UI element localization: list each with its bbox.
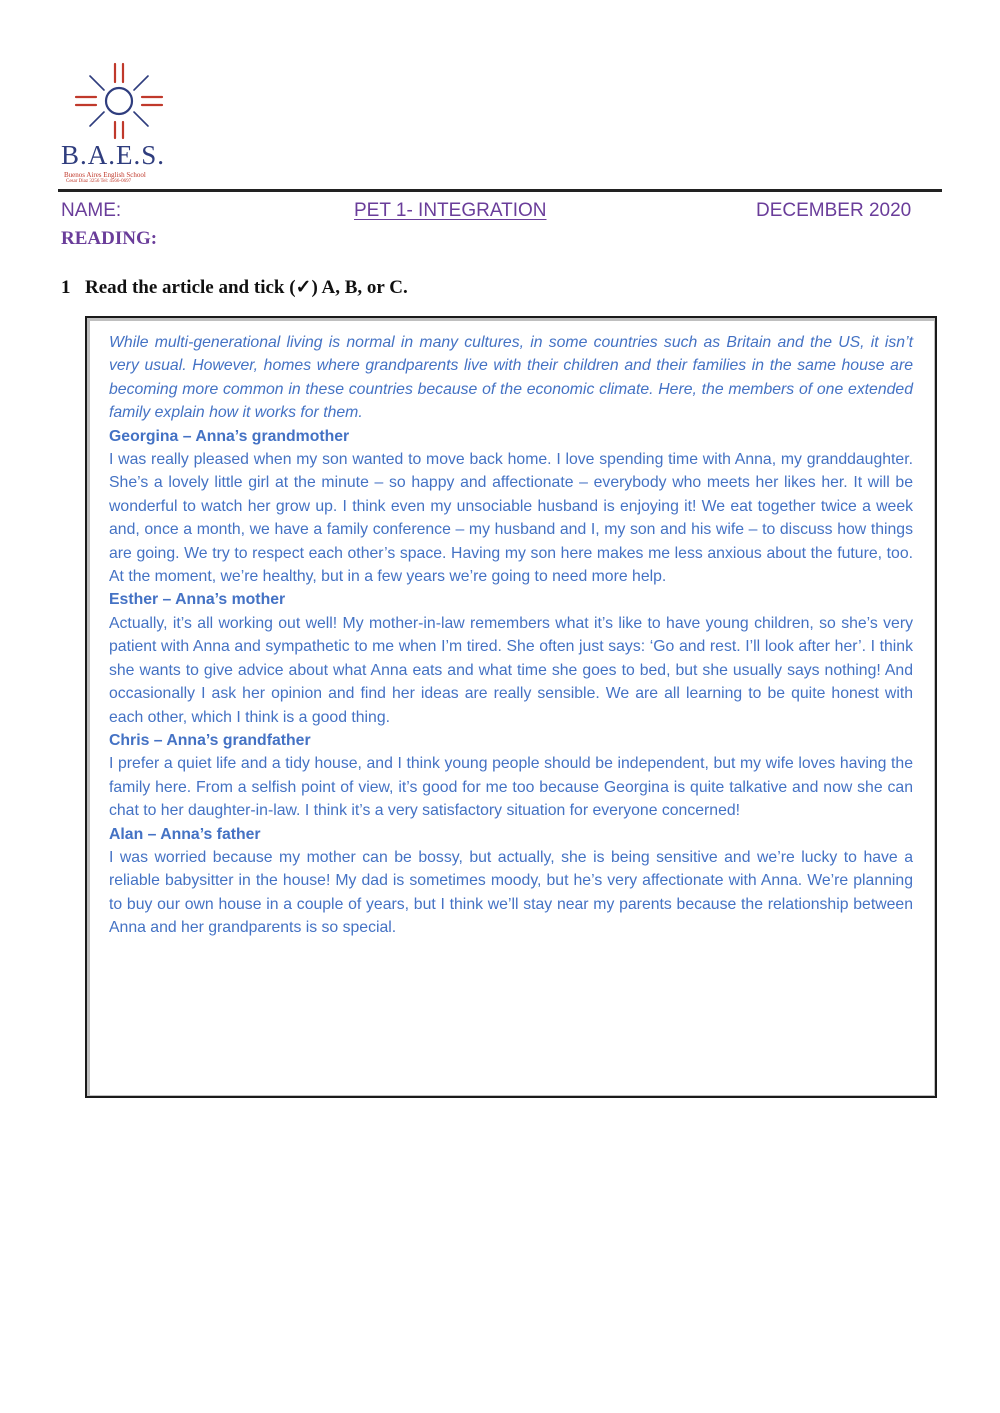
header-divider bbox=[58, 189, 942, 192]
exercise-instruction bbox=[61, 276, 408, 299]
section-text-georgina: I was really pleased when my son wanted to move back home. I love spending time with Anna, my granddaughter. She’s a lovely little girl at the minute – so happy and affectionate – everybody who meets her likes her. It will be wonderful to watch her grow up. I think even my unsociable husband is enjoying it! We eat together twice a week and, once a month, we have a family conference – my husband and I, my son and his wife – to discuss how things are going. We try to respect each other’s space. Having my son here makes me less anxious about the future, too. At the moment, we’re healthy, but in a few years we’re going to need more help. bbox=[109, 451, 913, 586]
section-text-esther: Actually, it’s all working out well! My mother-in-law remembers what it’s like to have young children, so she’s very patient with Anna and sympathetic to me when I’m tired. She often just says: ‘Go and rest. I’ll look after her’. I think she wants to give advice about what Anna eats and what time she goes to bed, but she usually says nothing! And occasionally I ask her opinion and find her ideas are really sensible. We are all learning to be quite honest with each other, which I think is a good thing. bbox=[109, 614, 913, 726]
logo-subtitle: Buenos Aires English School bbox=[64, 171, 146, 179]
section-label: READING: bbox=[61, 228, 158, 249]
school-logo bbox=[58, 60, 188, 188]
sun-logo-icon bbox=[64, 60, 174, 140]
exercise-number: 1 bbox=[61, 277, 71, 298]
name-label: NAME: bbox=[61, 200, 122, 221]
section-text-alan: I was worried because my mother can be bossy, but actually, she is being sensitive and we’re lucky to have a reliable babysitter in the house! My dad is sometimes moody, but he’s very affectionate with Anna. We’re planning to buy our own house in a couple of years, but I think we’ll stay near my parents because the relationship between Anna and her grandparents is so special. bbox=[109, 848, 913, 937]
section-heading-alan: Alan – Anna’s father bbox=[109, 825, 261, 843]
logo-address: Cesar Diaz 3256 Tel: 4566-0697 bbox=[66, 179, 132, 184]
article-box bbox=[85, 316, 937, 1098]
section-heading-chris: Chris – Anna’s grandfather bbox=[109, 731, 311, 749]
page-title: PET 1- INTEGRATION bbox=[354, 200, 547, 221]
section-text-chris: I prefer a quiet life and a tidy house, and I think young people should be independent, but my wife loves having the family here. From a selfish point of view, it’s good for me too because Georgina is quite talkative and now she can chat to her daughter-in-law. I think it’s a very satisfactory situation for everyone concerned! bbox=[109, 755, 913, 820]
article-intro: While multi-generational living is normal in many cultures, in some countries such as Britain and the US, it isn’t very usual. However, homes where grandparents live with their children and their families in the same house are becoming more common in these countries because of the economic climate. Here, the members of one extended family explain how it works for them. bbox=[109, 334, 913, 422]
logo-title: B.A.E.S. bbox=[61, 140, 166, 170]
section-heading-georgina: Georgina – Anna’s grandmother bbox=[109, 427, 350, 445]
instruction-text: Read the article and tick (✓) A, B, or C. bbox=[85, 277, 408, 298]
section-heading-esther: Esther – Anna’s mother bbox=[109, 591, 286, 609]
date-label: DECEMBER 2020 bbox=[756, 200, 912, 221]
